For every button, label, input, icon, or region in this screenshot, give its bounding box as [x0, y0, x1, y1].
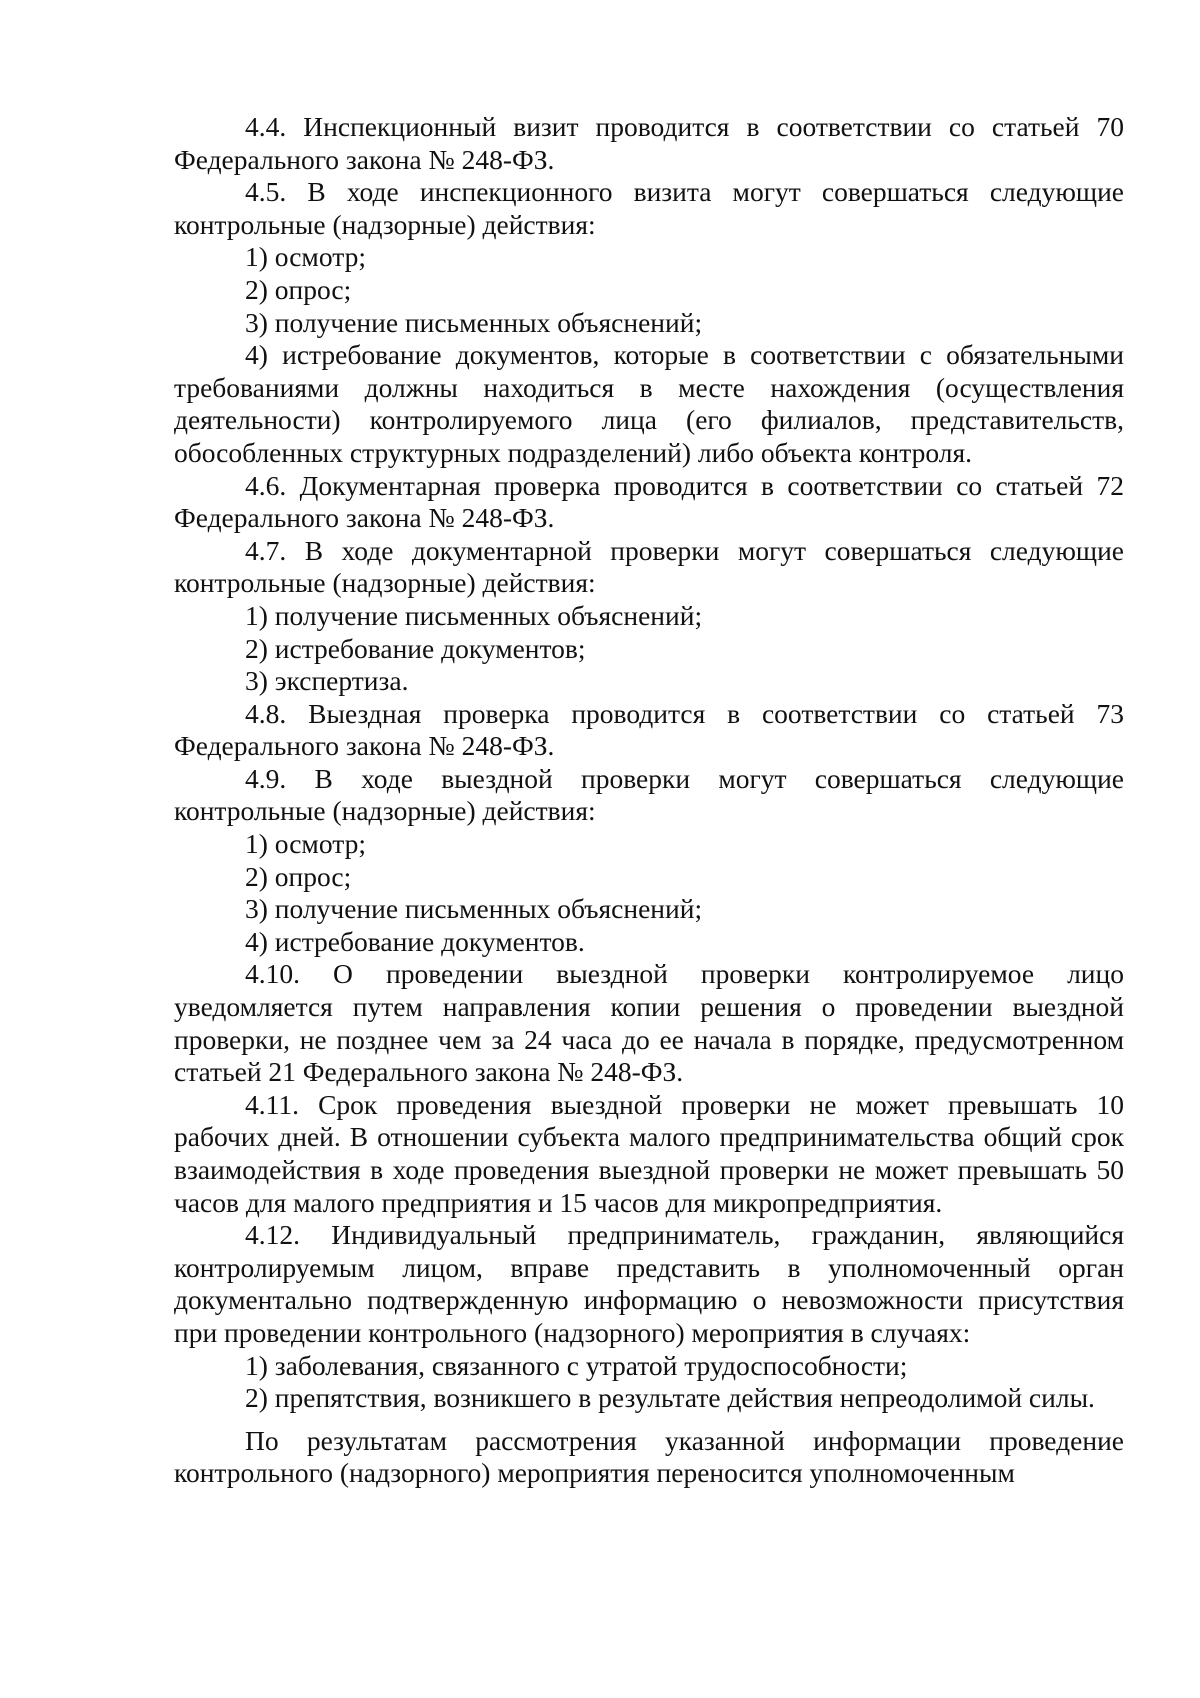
list-item: 3) получение письменных объяснений;: [245, 893, 703, 925]
list-item: 2) истребование документов;: [245, 632, 586, 664]
list-item: 2) опрос;: [245, 273, 352, 305]
list-item: 1) заболевания, связанного с утратой трудоспособности;: [245, 1349, 908, 1381]
paragraph-4-8: 4.8. Выездная проверка проводится в соответствии со статьей 73 Федерального закона № 248-ФЗ.: [174, 697, 1124, 762]
paragraph-4-11: 4.11. Срок проведения выездной проверки не может превышать 10 рабочих дней. В отношении субъекта малого предпринимательства общий срок взаимодействия в ходе проведения выездной проверки не может превышать 50 часов для малого предприятия и 15 часов для микропредприятия.: [174, 1088, 1124, 1218]
paragraph-4-4: 4.4. Инспекционный визит проводится в соответствии со статьей 70 Федерального закона № 248-ФЗ.: [174, 111, 1124, 175]
document-body: [174, 111, 1124, 1490]
paragraph-4-12: 4.12. Индивидуальный предприниматель, гражданин, являющийся контролируемым лицом, вправе представить в уполномоченный орган документально подтвержденную информацию о невозможности присутствия при проведении контрольного (надзорного) мероприятия в случаях:: [174, 1219, 1124, 1348]
list-item: 4) истребование документов.: [245, 925, 585, 957]
list-item: 4) истребование документов, которые в соответствии с обязательными требованиями должны находиться в месте нахождения (осуществления деятельности) контролируемого лица (его филиалов, представительств, обособленных структурных подразделений) либо объекта контроля.: [174, 339, 1124, 468]
list-item: 3) экспертиза.: [245, 665, 409, 697]
list-item: 1) осмотр;: [245, 828, 366, 860]
paragraph-4-10: 4.10. О проведении выездной проверки контролируемое лицо уведомляется путем направления копии решения о проведении выездной проверки, не позднее чем за 24 часа до ее начала в порядке, предусмотренном статьей 21 Федерального закона № 248-ФЗ.: [174, 958, 1124, 1088]
paragraph-4-7: 4.7. В ходе документарной проверки могут совершаться следующие контрольные (надзорные) действия:: [174, 534, 1124, 599]
list-item: 2) препятствия, возникшего в результате действия непреодолимой силы.: [245, 1382, 1095, 1414]
list-item: 3) получение письменных объяснений;: [245, 306, 703, 338]
list-item: 2) опрос;: [245, 860, 352, 892]
list-item: 1) осмотр;: [245, 241, 366, 273]
paragraph-4-6: 4.6. Документарная проверка проводится в соответствии со статьей 72 Федерального закона № 248-ФЗ.: [174, 469, 1124, 534]
paragraph-4-5: 4.5. В ходе инспекционного визита могут совершаться следующие контрольные (надзорные) действия:: [174, 176, 1124, 240]
paragraph-conclusion: По результатам рассмотрения указанной информации проведение контрольного (надзорного) мероприятия переносится уполномоченным: [174, 1424, 1124, 1489]
list-item: 1) получение письменных объяснений;: [245, 599, 703, 631]
paragraph-4-9: 4.9. В ходе выездной проверки могут совершаться следующие контрольные (надзорные) действия:: [174, 762, 1124, 827]
